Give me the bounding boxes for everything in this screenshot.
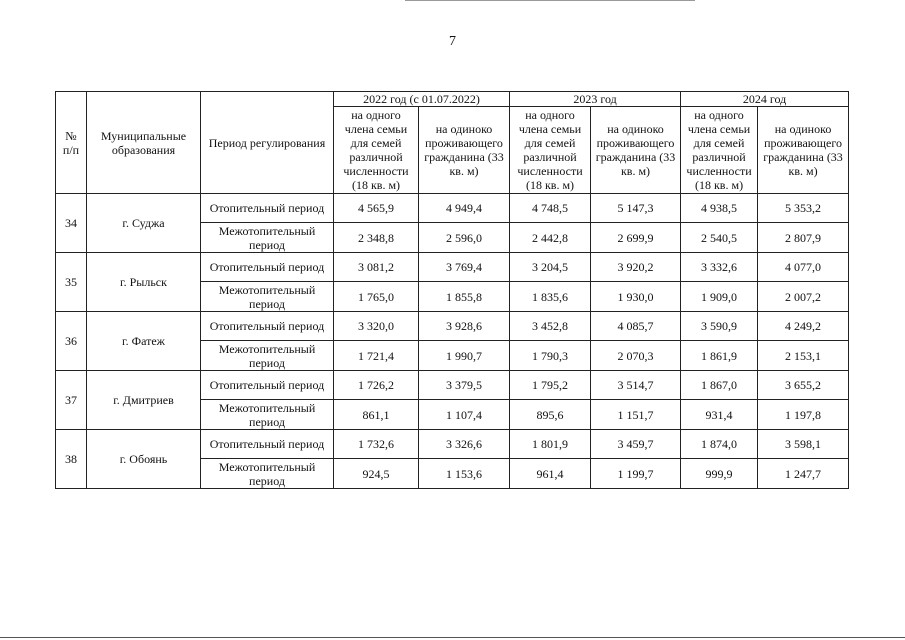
value-cell: 1 801,9 xyxy=(510,430,591,459)
table-row xyxy=(56,253,849,282)
municipality-name: г. Обоянь xyxy=(87,430,201,489)
value-cell: 2 596,0 xyxy=(419,223,510,253)
value-cell: 3 769,4 xyxy=(419,253,510,282)
header-year-2022: 2022 год (с 01.07.2022) xyxy=(334,92,510,107)
header-single-2024: на одиноко проживающего гражданина (33 кв. м) xyxy=(758,107,849,194)
header-family-2024: на одного члена семьи для семей различной численности (18 кв. м) xyxy=(681,107,758,194)
value-cell: 3 590,9 xyxy=(681,312,758,341)
municipality-name: г. Суджа xyxy=(87,194,201,253)
table-body xyxy=(56,194,849,489)
table-row xyxy=(56,371,849,400)
value-cell: 4 249,2 xyxy=(758,312,849,341)
value-cell: 2 699,9 xyxy=(591,223,681,253)
value-cell: 895,6 xyxy=(510,400,591,430)
value-cell: 1 861,9 xyxy=(681,341,758,371)
value-cell: 1 795,2 xyxy=(510,371,591,400)
bottom-rule xyxy=(0,637,905,638)
value-cell: 1 151,7 xyxy=(591,400,681,430)
value-cell: 3 459,7 xyxy=(591,430,681,459)
value-cell: 1 765,0 xyxy=(334,282,419,312)
header-year-2023: 2023 год xyxy=(510,92,681,107)
value-cell: 3 452,8 xyxy=(510,312,591,341)
header-single-2023: на одиноко проживающего гражданина (33 кв. м) xyxy=(591,107,681,194)
municipality-name: г. Рыльск xyxy=(87,253,201,312)
value-cell: 1 721,4 xyxy=(334,341,419,371)
row-number: 35 xyxy=(56,253,87,312)
value-cell: 999,9 xyxy=(681,459,758,489)
table-row xyxy=(56,430,849,459)
value-cell: 1 855,8 xyxy=(419,282,510,312)
value-cell: 3 598,1 xyxy=(758,430,849,459)
value-cell: 3 081,2 xyxy=(334,253,419,282)
value-cell: 3 928,6 xyxy=(419,312,510,341)
table-row xyxy=(56,194,849,223)
value-cell: 1 835,6 xyxy=(510,282,591,312)
row-number: 37 xyxy=(56,371,87,430)
value-cell: 1 867,0 xyxy=(681,371,758,400)
value-cell: 931,4 xyxy=(681,400,758,430)
value-cell: 4 949,4 xyxy=(419,194,510,223)
period-heating: Отопительный период xyxy=(201,371,334,400)
header-year-2024: 2024 год xyxy=(681,92,849,107)
value-cell: 1 874,0 xyxy=(681,430,758,459)
value-cell: 4 565,9 xyxy=(334,194,419,223)
row-number: 38 xyxy=(56,430,87,489)
value-cell: 1 247,7 xyxy=(758,459,849,489)
value-cell: 924,5 xyxy=(334,459,419,489)
period-non-heating: Межотопительный период xyxy=(201,282,334,312)
value-cell: 3 920,2 xyxy=(591,253,681,282)
value-cell: 3 204,5 xyxy=(510,253,591,282)
value-cell: 2 442,8 xyxy=(510,223,591,253)
value-cell: 4 077,0 xyxy=(758,253,849,282)
value-cell: 1 909,0 xyxy=(681,282,758,312)
value-cell: 3 332,6 xyxy=(681,253,758,282)
value-cell: 3 514,7 xyxy=(591,371,681,400)
page-number: 7 xyxy=(449,34,456,49)
period-non-heating: Межотопительный период xyxy=(201,341,334,371)
header-municipality: Муниципальные образования xyxy=(87,92,201,194)
value-cell: 1 726,2 xyxy=(334,371,419,400)
value-cell: 2 540,5 xyxy=(681,223,758,253)
header-family-2023: на одного члена семьи для семей различной численности (18 кв. м) xyxy=(510,107,591,194)
header-num: № п/п xyxy=(56,92,87,194)
value-cell: 1 790,3 xyxy=(510,341,591,371)
value-cell: 1 153,6 xyxy=(419,459,510,489)
period-heating: Отопительный период xyxy=(201,253,334,282)
value-cell: 1 990,7 xyxy=(419,341,510,371)
value-cell: 1 197,8 xyxy=(758,400,849,430)
header-single-2022: на одиноко проживающего гражданина (33 кв. м) xyxy=(419,107,510,194)
value-cell: 1 107,4 xyxy=(419,400,510,430)
municipality-name: г. Фатеж xyxy=(87,312,201,371)
value-cell: 2 348,8 xyxy=(334,223,419,253)
value-cell: 2 807,9 xyxy=(758,223,849,253)
table-row xyxy=(56,312,849,341)
municipality-name: г. Дмитриев xyxy=(87,371,201,430)
value-cell: 4 085,7 xyxy=(591,312,681,341)
value-cell: 1 199,7 xyxy=(591,459,681,489)
header-family-2022: на одного члена семьи для семей различной численности (18 кв. м) xyxy=(334,107,419,194)
header-row-years xyxy=(56,92,849,107)
value-cell: 3 320,0 xyxy=(334,312,419,341)
period-non-heating: Межотопительный период xyxy=(201,223,334,253)
period-heating: Отопительный период xyxy=(201,194,334,223)
value-cell: 2 070,3 xyxy=(591,341,681,371)
value-cell: 2 007,2 xyxy=(758,282,849,312)
tariff-table xyxy=(55,91,849,489)
value-cell: 4 938,5 xyxy=(681,194,758,223)
value-cell: 3 655,2 xyxy=(758,371,849,400)
value-cell: 5 353,2 xyxy=(758,194,849,223)
row-number: 36 xyxy=(56,312,87,371)
value-cell: 2 153,1 xyxy=(758,341,849,371)
period-non-heating: Межотопительный период xyxy=(201,400,334,430)
top-rule xyxy=(405,0,695,1)
value-cell: 3 379,5 xyxy=(419,371,510,400)
value-cell: 961,4 xyxy=(510,459,591,489)
value-cell: 1 930,0 xyxy=(591,282,681,312)
row-number: 34 xyxy=(56,194,87,253)
period-heating: Отопительный период xyxy=(201,312,334,341)
value-cell: 1 732,6 xyxy=(334,430,419,459)
header-period: Период регулирования xyxy=(201,92,334,194)
period-non-heating: Межотопительный период xyxy=(201,459,334,489)
value-cell: 3 326,6 xyxy=(419,430,510,459)
value-cell: 861,1 xyxy=(334,400,419,430)
period-heating: Отопительный период xyxy=(201,430,334,459)
value-cell: 4 748,5 xyxy=(510,194,591,223)
value-cell: 5 147,3 xyxy=(591,194,681,223)
